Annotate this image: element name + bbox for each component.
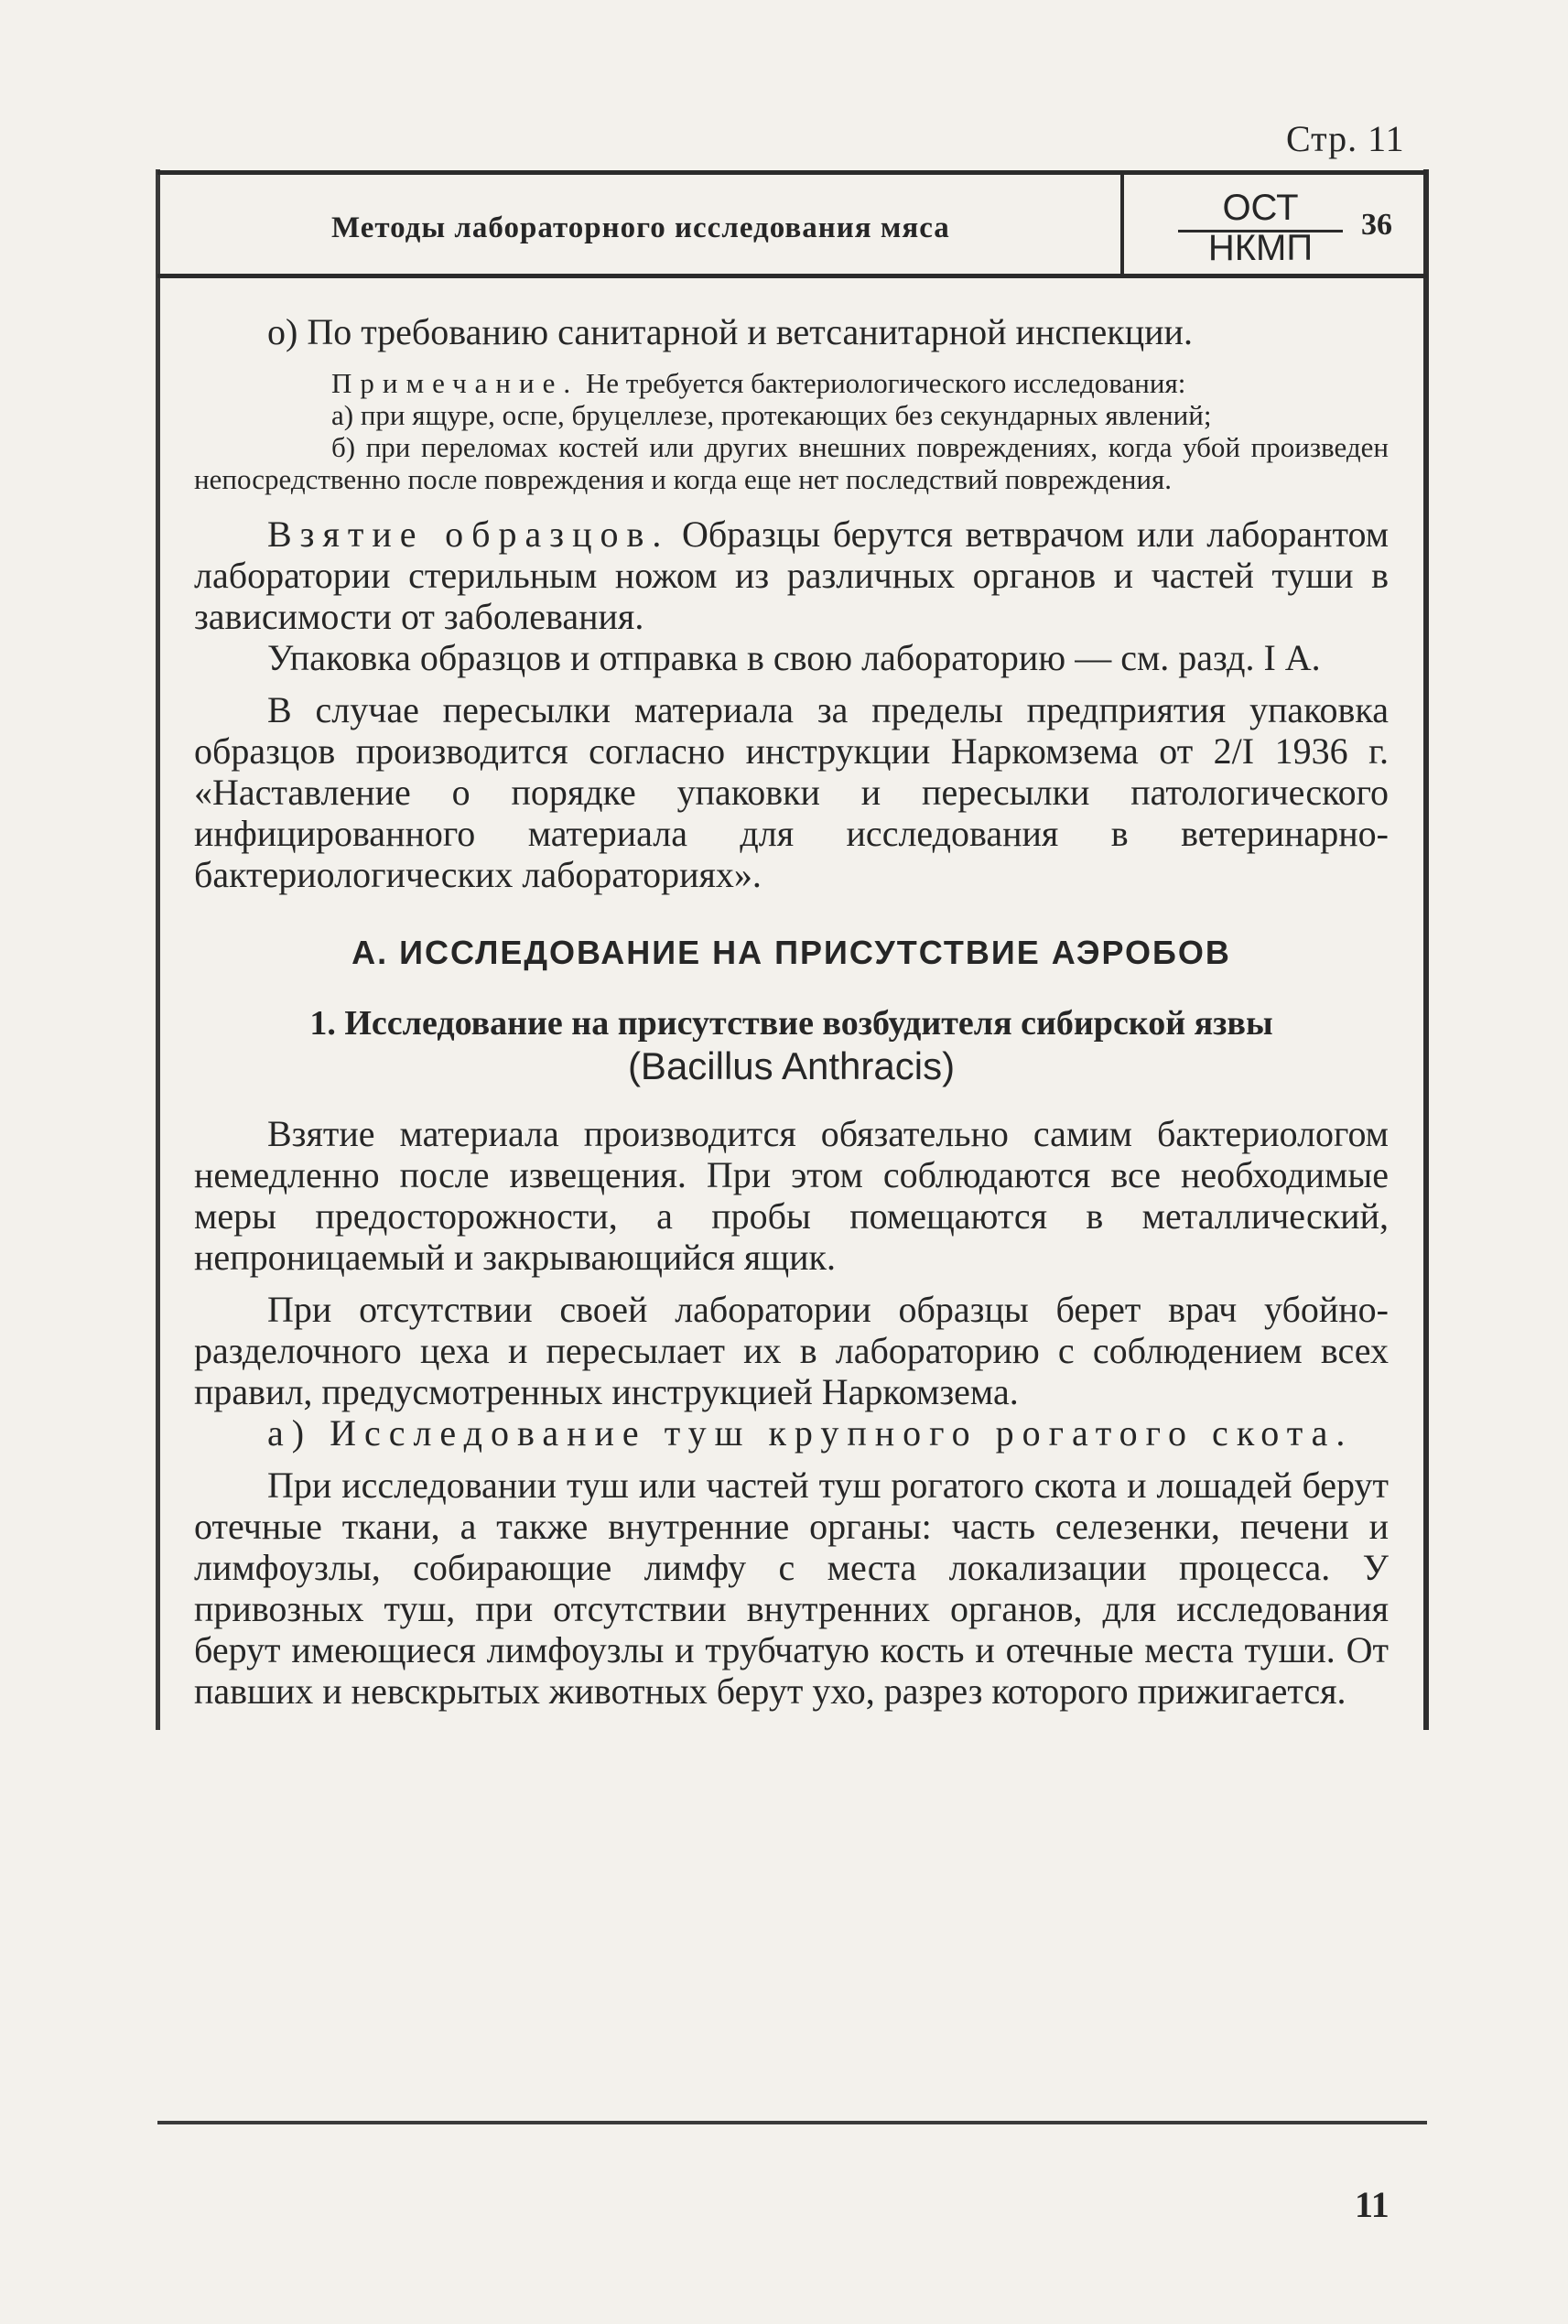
frame-right-border xyxy=(1423,169,1429,1730)
header-box xyxy=(157,170,1427,278)
note-label: Примечание. xyxy=(331,367,579,399)
standard-number: 36 xyxy=(1361,208,1392,242)
sampling-label: Взятие образцов. xyxy=(267,513,670,555)
note-block xyxy=(194,367,1389,495)
frame-left-border xyxy=(156,169,160,1730)
shipping-paragraph: В случае пересылки материала за пределы предприятия упаковка образцов производится согласно инструкции Наркомзема от 2/I 1936 г. «Наставление о порядке упаковки и пересылки патологического инфицированного материала для исследования в ветеринарно-бактериологических лабораториях». xyxy=(194,689,1389,895)
material-paragraph: Взятие материала производится обязательно самим бактериологом немедленно после извещения. При этом соблюдаются все необходимые меры предосторожности, а пробы помещаются в металлический, непроницаемый и закрывающийся ящик. xyxy=(194,1113,1389,1278)
cattle-paragraph: При исследовании туш или частей туш рогатого скота и лошадей берут отечные ткани, а также внутренние органы: часть селезенки, печени и лимфоузлы, собирающие лимфу с места локализации процесса. У привозных туш, при отсутствии внутренних органов, для исследования берут имеющиеся лимфоузлы и трубчатую кость и отечные места туши. От павших и невскрытых животных берут ухо, разрез которого прижигается. xyxy=(194,1465,1389,1712)
note-item-a: а) при ящуре, оспе, бруцеллезе, протекающих без секундарных явлений; xyxy=(331,399,1212,431)
packing-paragraph: Упаковка образцов и отправка в свою лабораторию — см. разд. I А. xyxy=(267,637,1321,678)
standard-top: ОСТ xyxy=(1222,188,1299,228)
header-divider xyxy=(1120,175,1124,274)
standard-bottom: НКМП xyxy=(1207,228,1314,268)
no-lab-paragraph: При отсутствии своей лаборатории образцы берет врач убойно-разделочного цеха и пересылает их в лабораторию с соблюдением всех правил, предусмотренных инструкцией Наркомзема. xyxy=(194,1289,1389,1412)
sampling-text: Образцы берутся ветврачом или лаборантом лаборатории стерильным ножом из различных органов и частей туши в зависимости от заболевания. xyxy=(194,513,1389,637)
item-a-heading: а) Исследование туш крупного рогатого скота. xyxy=(267,1412,1354,1454)
note-intro-line xyxy=(194,367,1389,399)
subsection-1-title: 1. Исследование на присутствие возбудителя сибирской язвы xyxy=(309,1004,1273,1043)
page-number-top: Стр. 11 xyxy=(1286,118,1405,159)
header-title: Методы лабораторного исследования мяса xyxy=(331,211,950,244)
page-number-bottom: 11 xyxy=(1355,2184,1390,2225)
page-content xyxy=(194,311,1389,1712)
note-intro: Не требуется бактериологического исследования: xyxy=(585,367,1186,399)
subsection-1-latin: (Bacillus Anthracis) xyxy=(627,1044,956,1087)
bottom-rule xyxy=(157,2121,1427,2124)
note-item-b: б) при переломах костей или других внешних повреждениях, когда убой произведен непосредственно после повреждения и когда еще нет последствий повреждения. xyxy=(194,431,1389,495)
sampling-paragraph xyxy=(194,513,1389,637)
section-a-title: А. ИССЛЕДОВАНИЕ НА ПРИСУТСТВИЕ АЭРОБОВ xyxy=(351,934,1231,971)
item-o-paragraph: о) По требованию санитарной и ветсанитарной инспекции. xyxy=(267,311,1193,352)
